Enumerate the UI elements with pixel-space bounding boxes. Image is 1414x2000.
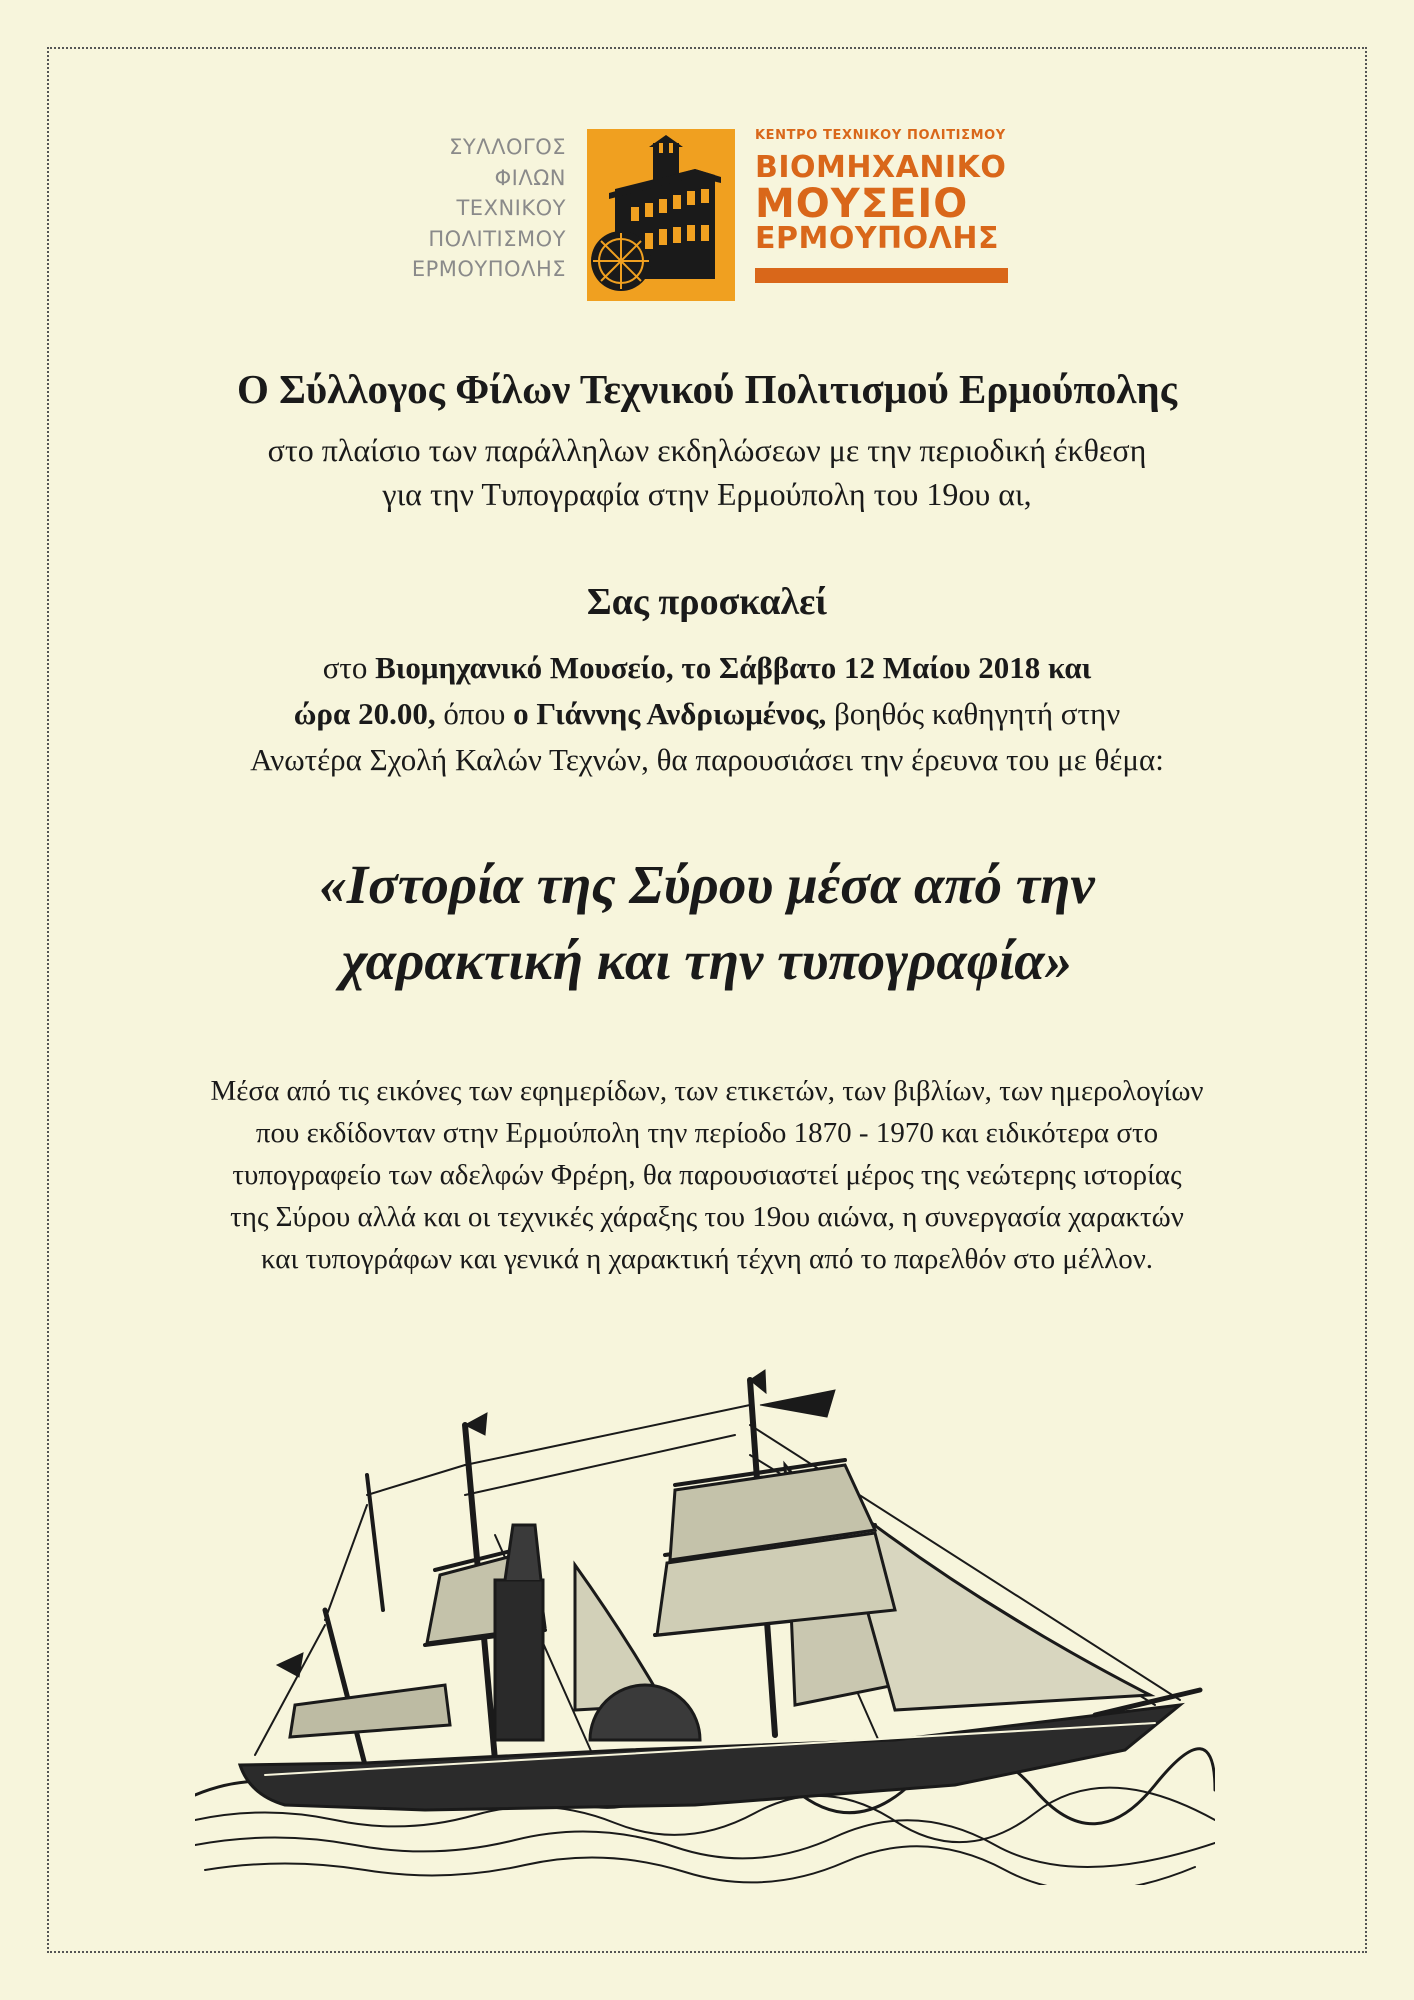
context-line: στο πλαίσιο των παράλληλων εκδηλώσεων με την περιοδική έκθεση [267, 432, 1147, 468]
museum-line-3: ΕΡΜΟΥΠΟΛΗΣ [755, 221, 999, 256]
association-line: ΦΙΛΩΝ [494, 165, 566, 190]
association-line: ΕΡΜΟΥΠΟΛΗΣ [411, 257, 566, 281]
event-details [70, 645, 1344, 783]
association-line: ΤΕΧΝΙΚΟΥ [456, 196, 566, 220]
details-line-2 [70, 691, 1344, 737]
invitation-heading: Σας προσκαλεί [586, 581, 828, 623]
museum-line-2: ΜΟΥΣΕΙΟ [755, 181, 969, 227]
description-line: της Σύρου αλλά και οι τεχνικές χάραξης του 19ου αιώνα, η συνεργασία χαρακτών [230, 1201, 1184, 1233]
description-line: τυπογραφείο των αδελφών Φρέρη, θα παρουσιαστεί μέρος της νεώτερης ιστορίας [232, 1159, 1182, 1191]
association-line: ΣΥΛΛΟΓΟΣ [449, 135, 566, 159]
museum-kicker: ΚΕΝΤΡΟ ΤΕΧΝΙΚΟΥ ΠΟΛΙΤΙΣΜΟΥ [755, 128, 1006, 143]
details-text: στο [322, 650, 376, 685]
event-time: ώρα 20.00, [293, 696, 436, 731]
description-line: που εκδίδονταν στην Ερμούπολη την περίοδο 1870 - 1970 και ειδικότερα στο [255, 1117, 1159, 1149]
organizer-title: Ο Σύλλογος Φίλων Τεχνικού Πολιτισμού Ερμούπολης [236, 366, 1178, 412]
description-line: και τυπογράφων και γενικά η χαρακτική τέχνη από το παρελθόν στο μέλλον. [260, 1243, 1154, 1275]
details-text: όπου [435, 696, 514, 731]
factory-building-icon [587, 129, 735, 301]
association-logo-text [360, 132, 566, 285]
context-text [70, 428, 1344, 516]
sailing-steamship-engraving-icon [195, 1365, 1215, 1885]
description-line: Μέσα από τις εικόνες των εφημερίδων, των ετικετών, των βιβλίων, των ημερολογίων [210, 1075, 1204, 1107]
details-line-1 [70, 645, 1344, 691]
speaker-name: ο Γιάννης Ανδριωμένος, [513, 696, 827, 731]
museum-logo-text [755, 128, 1010, 283]
details-line-3: Ανωτέρα Σχολή Καλών Τεχνών, θα παρουσιάσει την έρευνα του με θέμα: [250, 742, 1164, 777]
topic-line: «Ιστορία της Σύρου μέσα από την [319, 854, 1095, 915]
lecture-topic [70, 847, 1344, 999]
details-text: βοηθός καθηγητή στην [826, 696, 1121, 731]
context-line: για την Τυπογραφία στην Ερμούπολη του 19ου αι, [382, 476, 1032, 512]
lecture-description [70, 1070, 1344, 1280]
venue-date: Βιομηχανικό Μουσείο, το Σάββατο 12 Μαίου 2018 και [375, 650, 1092, 685]
association-line: ΠΟΛΙΤΙΣΜΟΥ [428, 226, 566, 251]
museum-line-1: ΒΙΟΜΗΧΑΝΙΚΟ [755, 150, 1007, 185]
topic-line: χαρακτική και την τυπογραφία» [341, 930, 1073, 991]
museum-logo-bar [755, 268, 1008, 283]
